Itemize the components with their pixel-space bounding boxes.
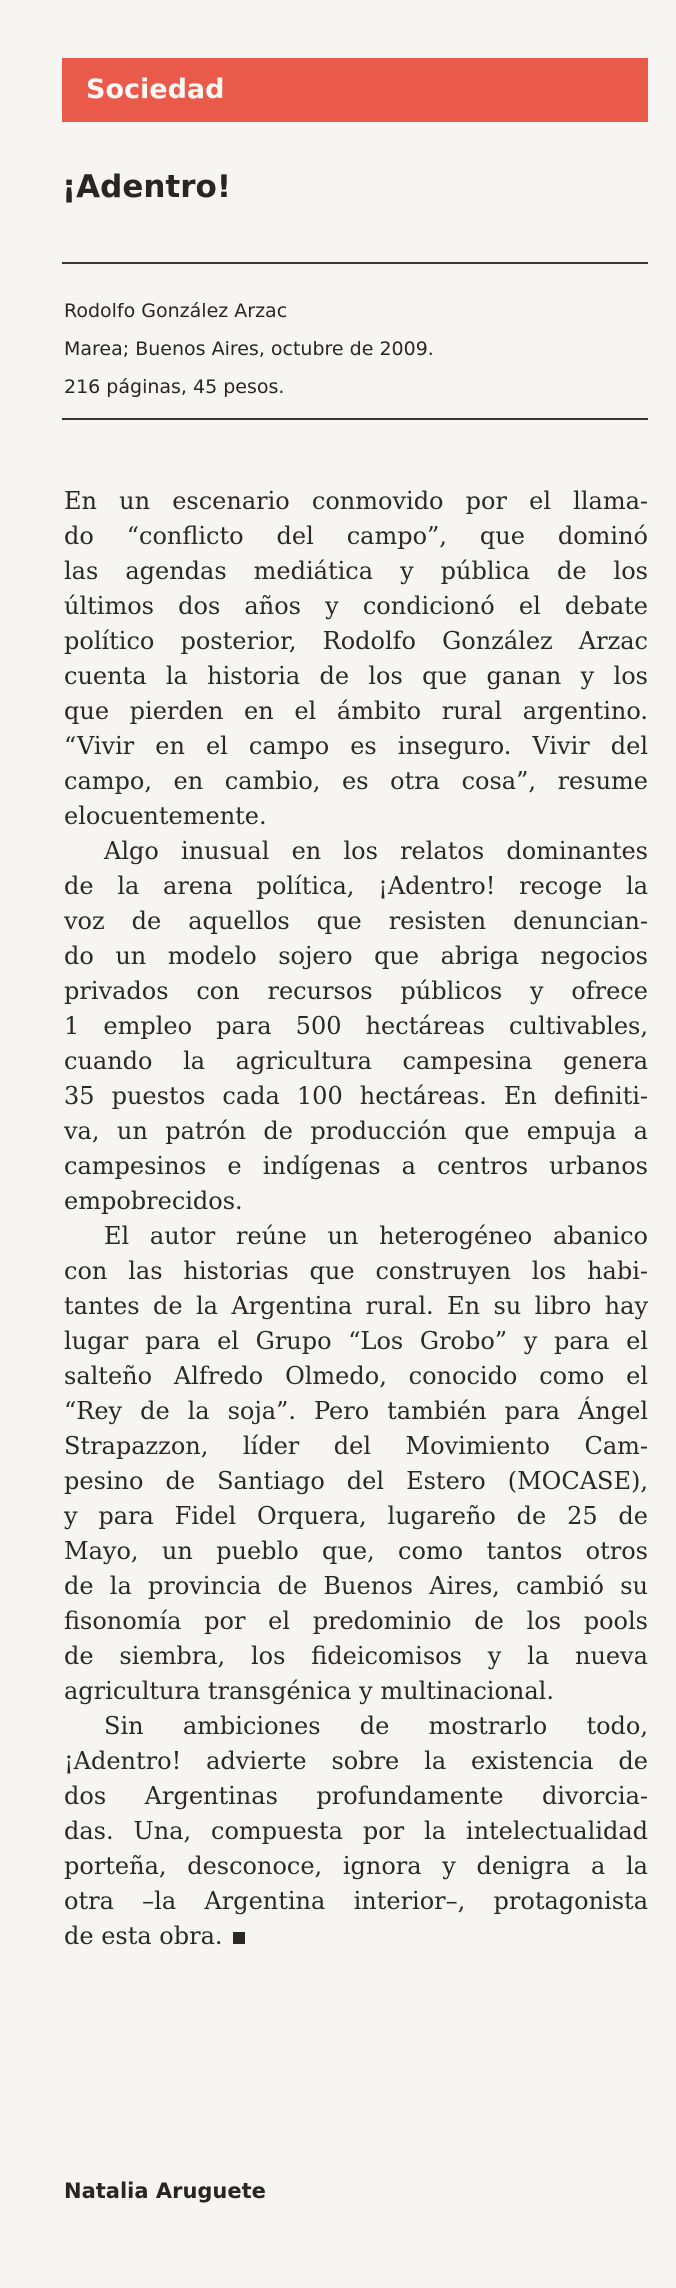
book-author: Rodolfo González Arzac [64,300,288,322]
section-header [62,58,648,122]
paragraph-line: empobrecidos. [64,1187,243,1215]
paragraph-line: de la provincia de Buenos Aires, cambió su [64,1572,648,1600]
paragraph-line: porteña, desconoce, ignora y denigra a la [64,1852,648,1880]
article-paragraph [64,1709,648,1954]
paragraph-line: agricultura transgénica y multinacional. [64,1677,554,1705]
paragraph-line: va, un patrón de producción que empuja a [64,1117,648,1145]
paragraph-line: das. Una, compuesta por la intelectualidad [64,1817,648,1845]
paragraph-line: privados con recursos públicos y ofrece [64,977,648,1005]
paragraph-line: otra –la Argentina interior–, protagonista [64,1887,648,1915]
paragraph-line: Algo inusual en los relatos dominantes [104,837,648,865]
paragraph-line [64,1919,648,1954]
paragraph-line: voz de aquellos que resisten denuncian- [64,907,648,935]
paragraph-line: “Vivir en el campo es inseguro. Vivir del [64,732,648,760]
article-title: ¡Adentro! [62,169,231,205]
article-paragraph [64,834,648,1219]
paragraph-line: 1 empleo para 500 hectáreas cultivables, [64,1012,648,1040]
paragraph-line: salteño Alfredo Olmedo, conocido como el [64,1362,648,1390]
paragraph-line: últimos dos años y condicionó el debate [64,592,648,620]
end-of-article-icon [233,1932,245,1944]
paragraph-line: de siembra, los fideicomisos y la nueva [64,1642,648,1670]
paragraph-line: En un escenario conmovido por el llama- [64,487,648,515]
paragraph-line: con las historias que construyen los habi- [64,1257,648,1285]
top-divider [62,262,648,264]
article-paragraph [64,1219,648,1709]
paragraph-line: que pierden en el ámbito rural argentino. [64,697,648,725]
book-info [64,292,434,406]
paragraph-line: ¡Adentro! advierte sobre la existencia de [64,1747,648,1775]
paragraph-line: lugar para el Grupo “Los Grobo” y para el [64,1327,648,1355]
paragraph-line: campesinos e indígenas a centros urbanos [64,1152,648,1180]
paragraph-line: 35 puestos cada 100 hectáreas. En definiti- [64,1082,648,1110]
article-body [64,484,648,1954]
section-label: Sociedad [86,74,225,105]
paragraph-line: tantes de la Argentina rural. En su libro hay [64,1292,648,1320]
paragraph-line: do un modelo sojero que abriga negocios [64,942,648,970]
paragraph-line: de la arena política, ¡Adentro! recoge la [64,872,648,900]
paragraph-line: cuando la agricultura campesina genera [64,1047,648,1075]
paragraph-line: cuenta la historia de los que ganan y los [64,662,648,690]
paragraph-line: “Rey de la soja”. Pero también para Ángel [64,1397,648,1425]
book-publisher: Marea; Buenos Aires, octubre de 2009. [64,338,434,360]
paragraph-line-text: de esta obra. [64,1922,223,1950]
paragraph-line: las agendas mediática y pública de los [64,557,648,585]
paragraph-line: do “conflicto del campo”, que dominó [64,522,648,550]
paragraph-line: El autor reúne un heterogéneo abanico [104,1222,648,1250]
paragraph-line: pesino de Santiago del Estero (MOCASE), [64,1467,648,1495]
article-signature: Natalia Aruguete [64,2179,266,2203]
article-paragraph [64,484,648,834]
paragraph-line: elocuentemente. [64,802,267,830]
paragraph-line: y para Fidel Orquera, lugareño de 25 de [64,1502,648,1530]
paragraph-line: político posterior, Rodolfo González Arzac [64,627,648,655]
paragraph-line: dos Argentinas profundamente divorcia- [64,1782,648,1810]
paragraph-line: campo, en cambio, es otra cosa”, resume [64,767,648,795]
book-details: 216 páginas, 45 pesos. [64,376,285,398]
paragraph-line: fisonomía por el predominio de los pools [64,1607,648,1635]
bottom-divider [62,418,648,420]
paragraph-line: Strapazzon, líder del Movimiento Cam- [64,1432,648,1460]
paragraph-line: Sin ambiciones de mostrarlo todo, [104,1712,648,1740]
paragraph-line: Mayo, un pueblo que, como tantos otros [64,1537,648,1565]
